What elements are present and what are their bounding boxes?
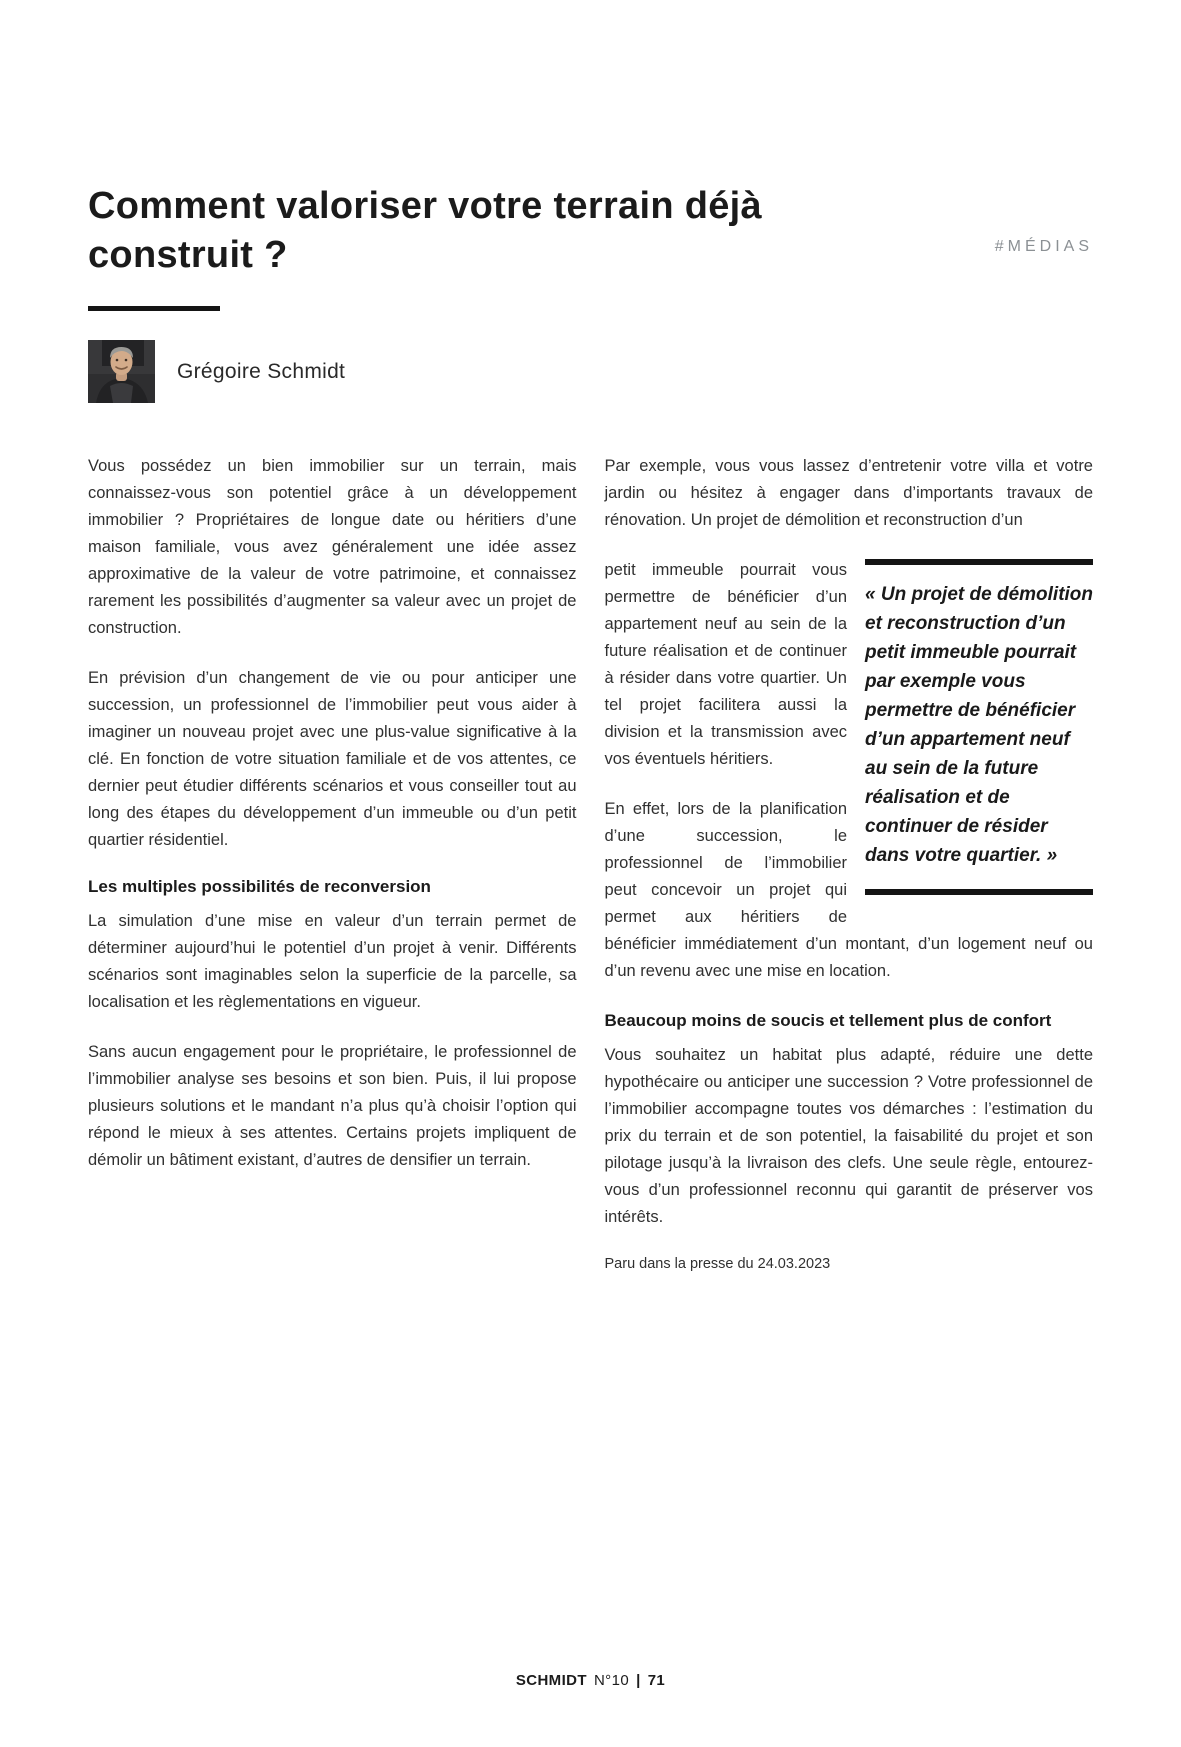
pull-quote-text: « Un projet de démolition et reconstruction d’un petit immeuble pourrait par exemple vous permettre de bénéficier d’un appartement neuf au sein de la future réalisation et de continuer de résider dans votre quartier. » [865, 584, 1094, 867]
left-column [88, 453, 577, 1297]
author-block [88, 340, 1093, 403]
paragraph-exemple-start: Par exemple, vous vous lassez d’entretenir votre villa et votre jardin ou hésitez à engager dans d’importants travaux de rénovation. Un projet de démolition et reconstruction d’un [604, 457, 1093, 530]
magazine-page [0, 182, 1181, 1747]
press-note: Paru dans la presse du 24.03.2023 [604, 1256, 831, 1273]
author-photo [88, 340, 155, 403]
footer-page-number: 71 [647, 1672, 666, 1689]
subheading-confort: Beaucoup moins de soucis et tellement plus de confort [604, 1011, 1052, 1031]
pull-quote [865, 559, 1093, 895]
paragraph-habitat: Vous souhaitez un habitat plus adapté, réduire une dette hypothécaire ou anticiper une succession ? Votre professionnel de l’immobilier accompagne toutes vos démarches : l’estimation du prix du terrain et de son potentiel, la faisabilité du projet et son pilotage jusqu’à la livraison des clefs. Une seule règle, entourez-vous d’un professionnel reconnu qui garantit de préserver vos intérêts. [604, 1046, 1093, 1227]
author-name: Grégoire Schmidt [177, 359, 346, 383]
paragraph-simulation: La simulation d’une mise en valeur d’un terrain permet de déterminer aujourd’hui le potentiel d’un projet à venir. Différents scénarios sont imaginables selon la superficie de la parcelle, sa localisation et les règlementations en vigueur. [88, 912, 577, 1012]
subheading-reconversion: Les multiples possibilités de reconversion [88, 877, 431, 897]
footer-issue: N°10 [593, 1672, 630, 1689]
article [0, 182, 1181, 1297]
section-tag: #MÉDIAS [994, 238, 1093, 255]
footer-separator: | [636, 1672, 641, 1689]
paragraph-planification: En effet, lors de la planification d’une succession, le professionnel de l’immobilier peut concevoir un projet qui permet aux héritiers de bénéficier immédiatement d’un montant, d’un logement neuf ou d’un revenu avec une mise en location. [604, 800, 1093, 981]
paragraph-anticipation: En prévision d’un changement de vie ou pour anticiper une succession, un professionnel de l’immobilier peut vous aider à imaginer un nouveau projet avec une plus-value significative à la clé. En fonction de votre situation familiale et de vos attentes, ce dernier peut étudier différents scénarios et vous conseiller tout au long des étapes du développement d’un immeuble ou d’un petit quartier résidentiel. [88, 669, 577, 850]
page-footer [0, 1672, 1181, 1689]
right-column [605, 453, 1094, 1297]
article-body [88, 453, 1093, 1297]
title-underline [88, 306, 220, 311]
footer-brand: SCHMIDT [515, 1672, 587, 1689]
paragraph-exemple-suite: petit immeuble pourrait vous permettre de bénéficier d’un appartement neuf au sein de la future réalisation et de continuer à résider dans votre quartier. Un tel projet facilitera aussi la division et la transmission avec vos éventuels héritiers. [604, 561, 847, 769]
paragraph-intro: Vous possédez un bien immobilier sur un terrain, mais connaissez-vous son potentiel grâce à un développement immobilier ? Propriétaires de longue date ou héritiers d’une maison familiale, vous avez généralement une idée assez approximative de la valeur de votre patrimoine, et connaissez rarement les possibilités d’augmenter sa valeur avec un projet de construction. [88, 457, 577, 638]
paragraph-engagement: Sans aucun engagement pour le propriétaire, le professionnel de l’immobilier analyse ses besoins et son bien. Puis, il lui propose plusieurs solutions et le mandant n’a plus qu’à choisir l’option qui répond le mieux à ses attentes. Certains projets impliquent de démolir un bâtiment existant, d’autres de densifier un terrain. [88, 1043, 577, 1170]
author-portrait-illustration [88, 340, 155, 403]
quote-wrap-zone [605, 557, 1094, 1008]
article-title: Comment valoriser votre terrain déjà construit ? [88, 185, 762, 276]
